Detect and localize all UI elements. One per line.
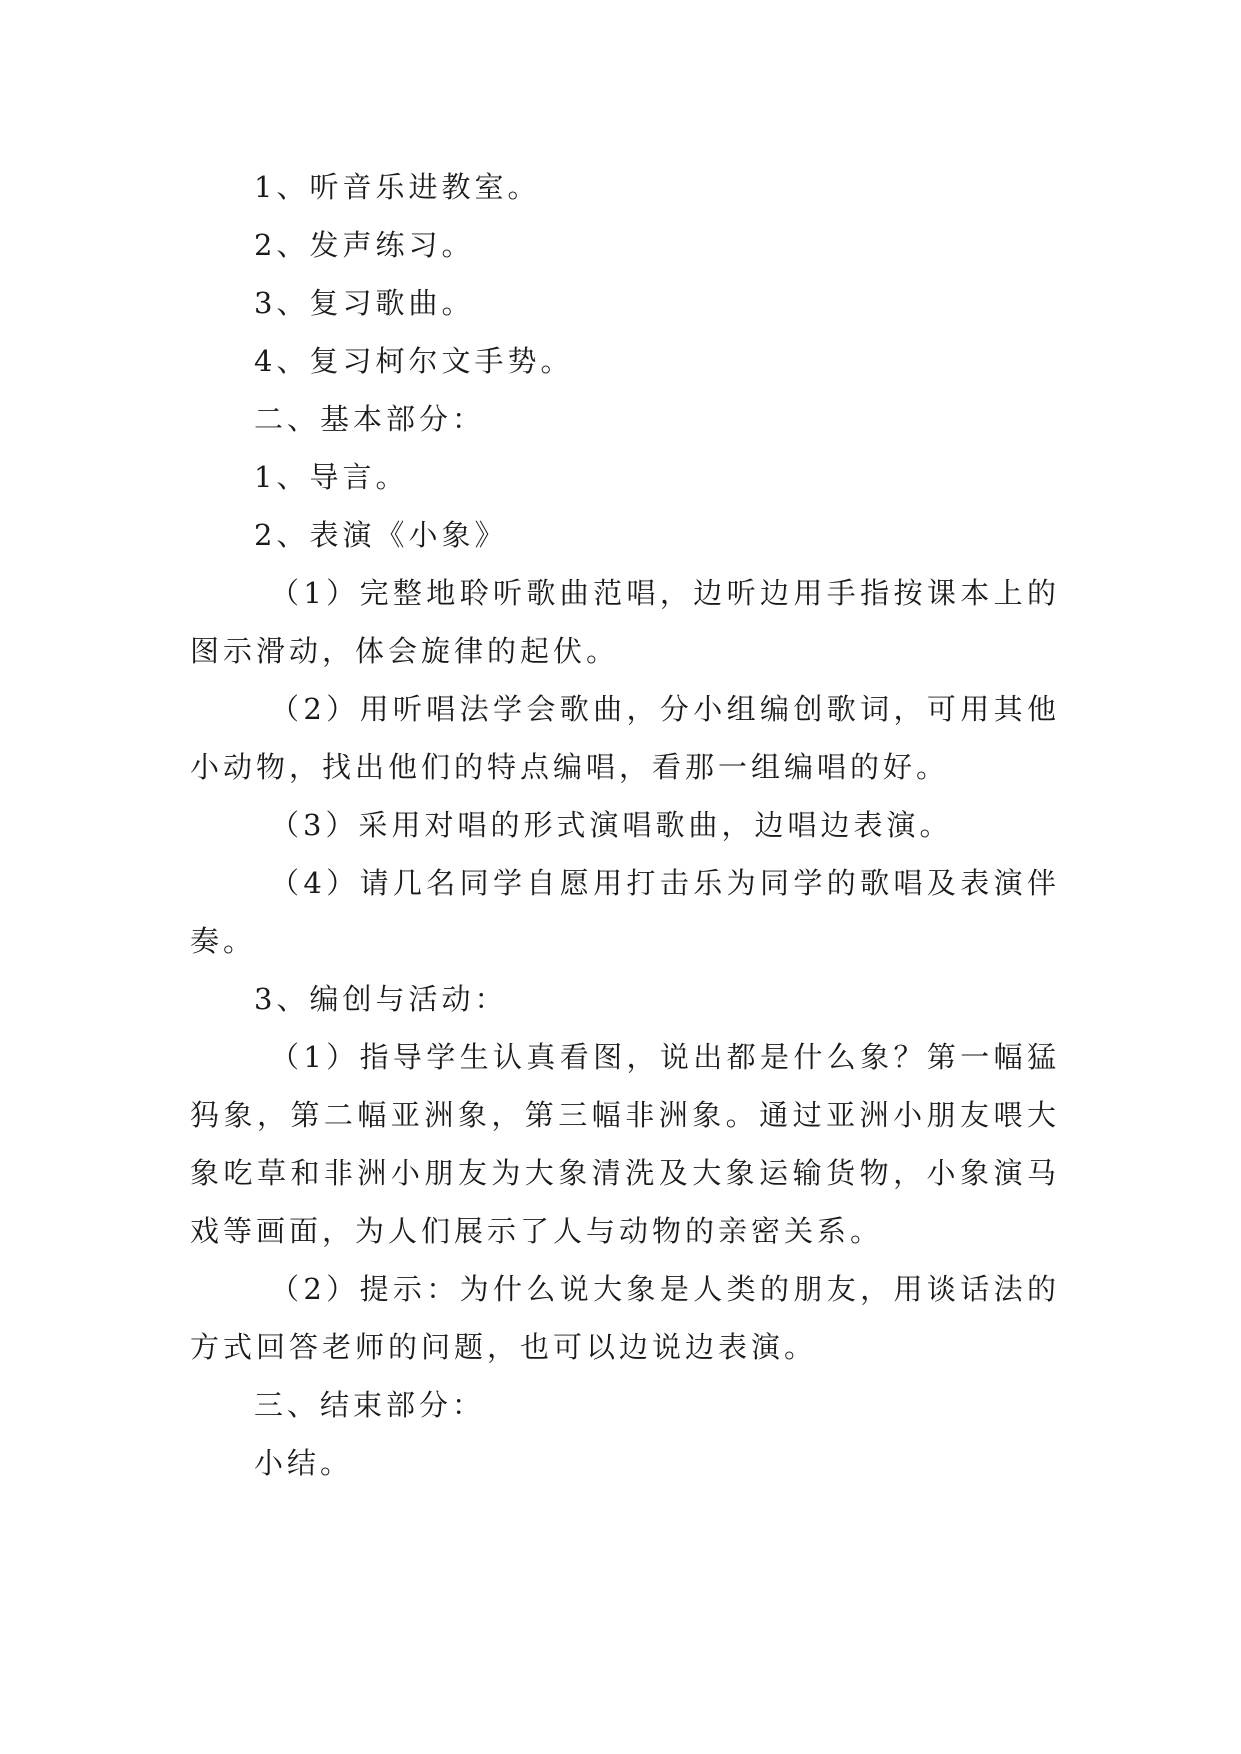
paragraph-look-pictures: （1）指导学生认真看图，说出都是什么象？第一幅猛犸象，第二幅亚洲象，第三幅非洲象。通过亚洲小朋友喂大象吃草和非洲小朋友为大象清洗及大象运输货物，小象演马戏等画面，为人们展示了人与动物的亲密关系。 — [190, 1040, 1060, 1248]
step-introduction: 1、导言。 — [254, 460, 409, 494]
summary-text: 小结。 — [254, 1446, 354, 1480]
paragraph-learn-song: （2）用听唱法学会歌曲，分小组编创歌词，可用其他小动物，找出他们的特点编唱，看那一组编唱的好。 — [190, 692, 1060, 784]
step-perform-heading: 2、表演《小象》 — [254, 518, 508, 552]
paragraph-percussion: （4）请几名同学自愿用打击乐为同学的歌唱及表演伴奏。 — [190, 866, 1060, 958]
document-body — [190, 158, 1060, 1492]
step-listen-music: 1、听音乐进教室。 — [254, 170, 541, 204]
paragraph-duet: （3）采用对唱的形式演唱歌曲，边唱边表演。 — [270, 808, 953, 842]
paragraph-listen-model: （1）完整地聆听歌曲范唱，边听边用手指按课本上的图示滑动，体会旋律的起伏。 — [190, 576, 1060, 668]
step-vocal-practice: 2、发声练习。 — [254, 228, 475, 262]
section-basic-heading: 二、基本部分： — [254, 402, 486, 436]
section-end-heading: 三、结束部分： — [254, 1388, 486, 1422]
step-review-gestures: 4、复习柯尔文手势。 — [254, 344, 574, 378]
section-create-heading: 3、编创与活动： — [254, 982, 508, 1016]
step-review-song: 3、复习歌曲。 — [254, 286, 475, 320]
paragraph-hint: （2）提示：为什么说大象是人类的朋友，用谈话法的方式回答老师的问题，也可以边说边表演。 — [190, 1272, 1060, 1364]
